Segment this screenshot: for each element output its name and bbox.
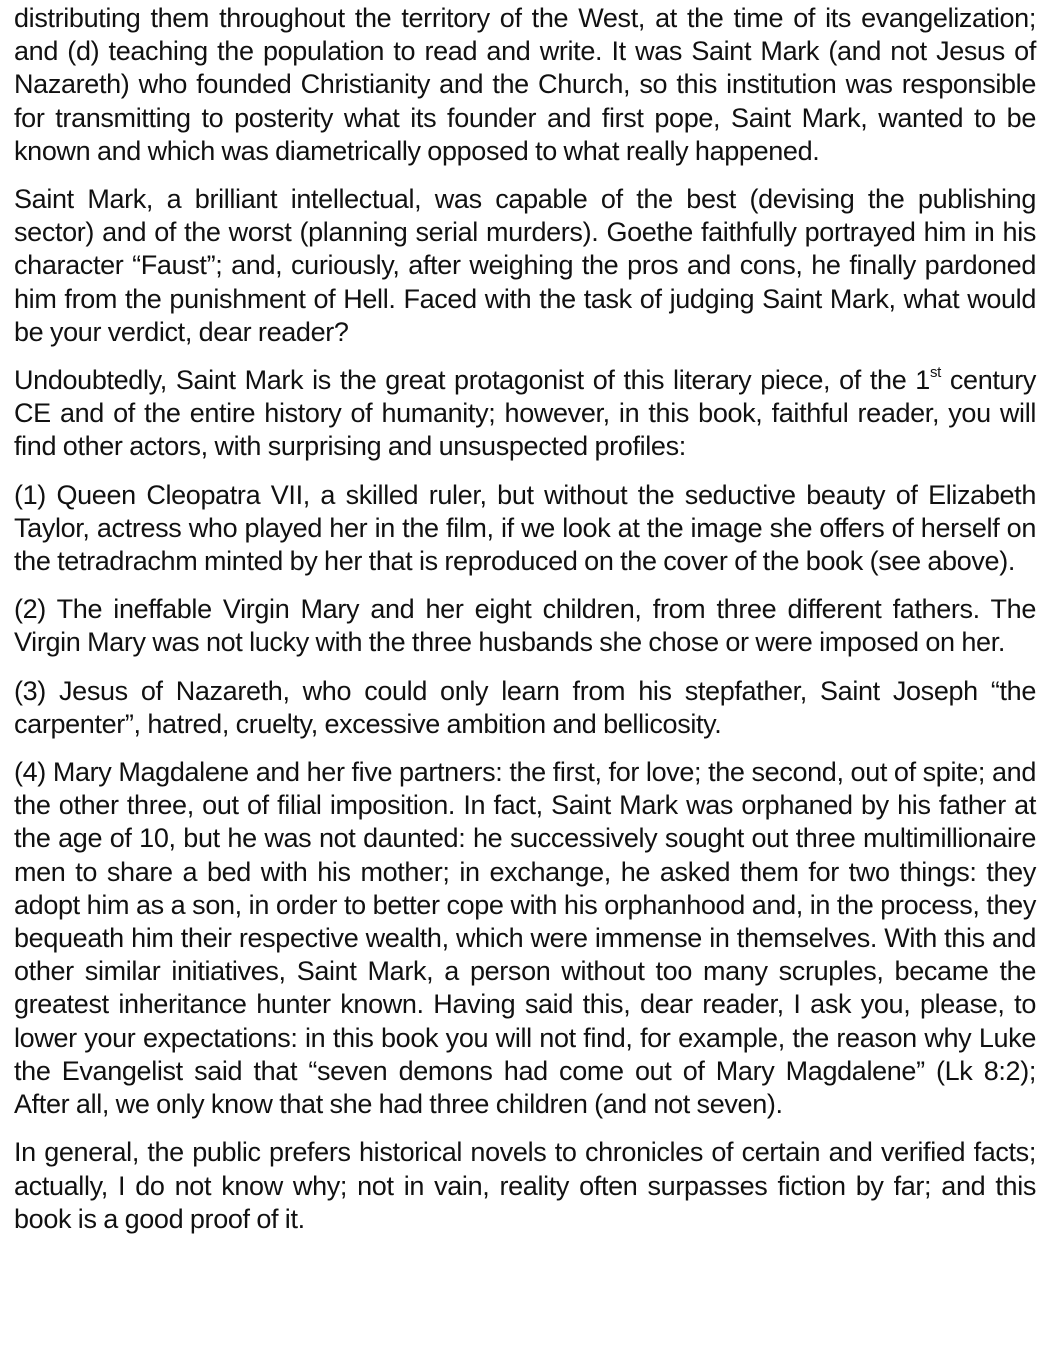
paragraph-3-text-start: Undoubtedly, Saint Mark is the great protagonist of this literary piece, of the 1: [14, 365, 930, 396]
paragraph-3: [14, 364, 1036, 464]
paragraph-5: (2) The ineffable Virgin Mary and her eight children, from three different fathers. The Virgin Mary was not lucky with the three husbands she chose or were imposed on her.: [14, 594, 1036, 658]
paragraph-8: In general, the public prefers historical novels to chronicles of certain and verified facts; actually, I do not know why; not in vain, reality often surpasses fiction by far; and this book is a good proof of it.: [14, 1137, 1036, 1234]
paragraph-3-text-end: century CE and of the entire history of humanity; however, in this book, faithful reader, you will find other actors, with surprising and unsuspected profiles:: [14, 365, 1036, 462]
paragraph-6: (3) Jesus of Nazareth, who could only learn from his stepfather, Saint Joseph “the carpenter”, hatred, cruelty, excessive ambition and bellicosity.: [14, 675, 1036, 739]
paragraph-2: Saint Mark, a brilliant intellectual, was capable of the best (devising the publishing sector) and of the worst (planning serial murders). Goethe faithfully portrayed him in his character “Faust”; and, curiously, after weighing the pros and cons, he finally pardoned him from the punishment of Hell. Faced with the task of judging Saint Mark, what would be your verdict, dear reader?: [14, 184, 1036, 347]
paragraph-4: (1) Queen Cleopatra VII, a skilled ruler, but without the seductive beauty of Elizabeth Taylor, actress who played her in the film, if we look at the image she offers of herself on the tetradrachm minted by her that is reproduced on the cover of the book (see above).: [14, 479, 1036, 577]
paragraph-7: (4) Mary Magdalene and her five partners: the first, for love; the second, out of spite; and the other three, out of filial imposition. In fact, Saint Mark was orphaned by his father at the age of 10, but he was not daunted: he successively sought out three multimillionaire men to share a bed with his mother; in exchange, he asked them for two things: they adopt him as a son, in order to better cope with his orphanhood and, in the process, they bequeath him their respective wealth, which were immense in themselves. With this and other similar initiatives, Saint Mark, a person without too many scruples, became the greatest inheritance hunter known. Having said this, dear reader, I ask you, please, to lower your expectations: in this book you will not find, for example, the reason why Luke the Evangelist said that “seven demons had come out of Mary Magdalene” (Lk 8:2); After all, we only know that she had three children (and not seven).: [14, 757, 1036, 1120]
ordinal-superscript: st: [929, 364, 941, 382]
paragraph-1: distributing them throughout the territory of the West, at the time of its evangelization; and (d) teaching the population to read and write. It was Saint Mark (and not Jesus of Nazareth) who founded Christianity and the Church, so this institution was responsible for transmitting to posterity what its founder and first pope, Saint Mark, wanted to be known and which was diametrically opposed to what really happened.: [14, 3, 1036, 166]
